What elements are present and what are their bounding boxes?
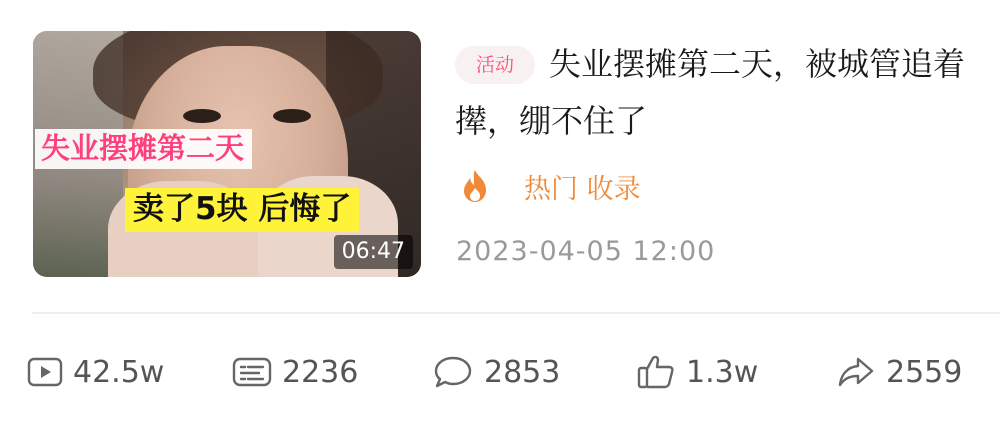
video-duration: 06:47 (334, 235, 413, 269)
thumbnail-caption-top: 失业摆摊第二天 (35, 129, 252, 169)
play-count (27, 350, 164, 394)
thumbs-up-icon (636, 354, 676, 390)
comment-count[interactable] (432, 350, 560, 394)
comment-icon (432, 355, 474, 389)
share-count[interactable] (836, 350, 962, 394)
share-icon (836, 355, 876, 389)
video-title-block[interactable] (455, 36, 975, 150)
publish-date: 2023-04-05 12:00 (456, 236, 716, 267)
activity-tag[interactable]: 活动 (455, 46, 535, 84)
hot-label: 热门 收录 (524, 173, 641, 205)
video-thumbnail[interactable] (33, 31, 421, 277)
flame-icon (458, 168, 492, 204)
play-count-value: 42.5w (73, 354, 165, 390)
thumbnail-eye-left (183, 109, 221, 123)
hot-badge (458, 166, 641, 206)
danmaku-count (232, 350, 358, 394)
danmaku-icon (232, 356, 272, 388)
divider (32, 312, 1000, 314)
comment-count-value: 2853 (484, 354, 561, 390)
play-icon (27, 356, 63, 388)
thumbnail-caption-bottom: 卖了5块 后悔了 (125, 188, 359, 232)
danmaku-count-value: 2236 (282, 354, 359, 390)
like-count-value: 1.3w (686, 354, 759, 390)
stats-bar (0, 338, 1000, 408)
thumbnail-eye-right (273, 109, 311, 123)
share-count-value: 2559 (886, 354, 963, 390)
like-count[interactable] (636, 350, 758, 394)
video-title[interactable]: 失业摆摊第二天，被城管追着撵，绷不住了 (455, 45, 966, 140)
video-info (455, 36, 975, 150)
